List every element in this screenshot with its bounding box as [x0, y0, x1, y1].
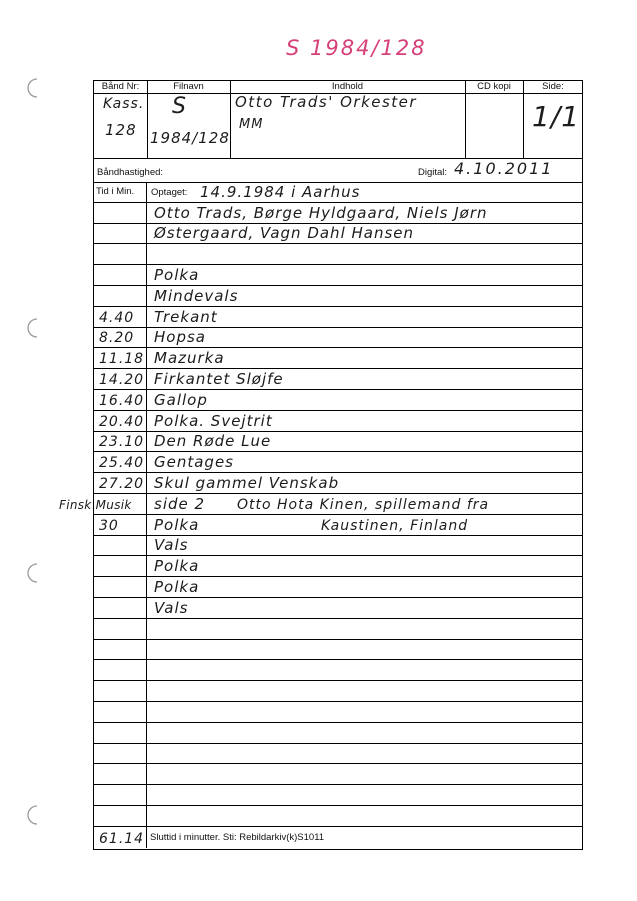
entry-text: Skul gammel Venskab — [154, 473, 340, 492]
entry-text: Vals — [154, 536, 189, 555]
header-side: Side: — [542, 81, 564, 92]
content-cell — [147, 827, 582, 848]
end-time-value: 61.14 — [99, 830, 145, 847]
content-cell — [147, 369, 582, 389]
time-cell — [94, 182, 147, 202]
log-row — [94, 328, 582, 349]
time-cell — [94, 577, 147, 597]
time-cell — [94, 785, 147, 805]
time-value: 11.18 — [99, 351, 145, 368]
time-cell — [59, 494, 147, 514]
time-cell — [94, 827, 147, 848]
time-cell — [94, 702, 147, 722]
time-cell — [94, 452, 147, 472]
time-cell — [94, 660, 147, 680]
log-row — [94, 432, 582, 453]
entry-text: side 2 — [154, 494, 206, 513]
time-cell — [94, 681, 147, 701]
log-row — [94, 515, 582, 536]
time-cell — [94, 390, 147, 410]
time-value: 4.40 — [99, 309, 135, 326]
content-cell — [147, 577, 582, 597]
filnavn-line1: S — [172, 94, 187, 119]
time-cell — [94, 598, 147, 618]
entry-text: Gentages — [154, 453, 234, 472]
log-row — [94, 286, 582, 307]
indhold-line1: Otto Trads' Orkester — [235, 93, 418, 111]
time-cell — [94, 348, 147, 368]
filnavn-line2: 1984/128 — [150, 129, 230, 147]
time-cell — [94, 203, 147, 223]
time-cell — [94, 307, 147, 327]
content-cell — [147, 328, 582, 348]
log-row — [94, 744, 582, 765]
margin-note: Finsk Musik — [59, 497, 132, 512]
log-row — [94, 619, 582, 640]
content-cell — [147, 494, 582, 514]
entry-text: Østergaard, Vagn Dahl Hansen — [154, 224, 415, 243]
log-row — [59, 494, 582, 515]
log-row — [94, 203, 582, 224]
log-row — [94, 660, 582, 681]
time-value: 23.10 — [99, 434, 145, 451]
header-cd-kopi: CD kopi — [477, 81, 511, 92]
time-value: 30 — [99, 517, 119, 534]
header-filnavn: Filnavn — [173, 81, 204, 92]
entry-text-continued: Kaustinen, Finland — [321, 517, 469, 534]
log-row — [94, 806, 582, 827]
punch-hole — [28, 79, 37, 97]
time-value: 25.40 — [99, 455, 145, 472]
content-cell — [147, 744, 582, 764]
content-cell — [147, 598, 582, 618]
entry-text: Polka — [154, 577, 200, 596]
log-row — [94, 452, 582, 473]
time-cell — [94, 244, 147, 264]
content-cell — [147, 411, 582, 431]
content-cell — [147, 702, 582, 722]
time-cell — [94, 515, 147, 535]
punch-hole — [28, 319, 37, 337]
entry-text: Mindevals — [154, 286, 239, 305]
punch-hole — [28, 564, 37, 582]
content-cell — [147, 286, 582, 306]
time-value: 16.40 — [99, 392, 145, 409]
log-row — [94, 224, 582, 245]
band-nr-line2: 128 — [105, 121, 137, 139]
entry-text: Hopsa — [154, 328, 206, 347]
log-row — [94, 536, 582, 557]
log-row — [94, 369, 582, 390]
time-cell — [94, 640, 147, 660]
content-cell — [147, 265, 582, 285]
entry-text: Polka — [154, 265, 200, 284]
content-cell — [147, 660, 582, 680]
header-indhold: Indhold — [331, 81, 364, 92]
log-row — [94, 556, 582, 577]
footer-row — [94, 827, 582, 848]
content-cell — [147, 723, 582, 743]
entry-text: Firkantet Sløjfe — [154, 369, 284, 388]
time-cell — [94, 764, 147, 784]
log-row — [94, 785, 582, 806]
log-row — [94, 577, 582, 598]
time-cell — [94, 473, 147, 493]
entry-text: Gallop — [154, 390, 208, 409]
recorded-label: Optaget: — [151, 187, 188, 198]
time-cell — [94, 411, 147, 431]
content-cell — [147, 473, 582, 493]
content-cell — [147, 556, 582, 576]
footer-label: Sluttid i minutter. Sti: Rebildarkiv(k)S1011 — [150, 831, 325, 843]
log-row — [94, 307, 582, 328]
digital-label: Digital: — [418, 167, 448, 178]
log-row — [94, 764, 582, 785]
time-cell — [94, 224, 147, 244]
time-cell — [94, 806, 147, 826]
speed-label: Båndhastighed: — [97, 167, 164, 178]
time-value: 8.20 — [99, 330, 135, 347]
content-cell — [147, 515, 582, 535]
entry-text-continued: Otto Hota Kinen, spillemand fra — [237, 496, 490, 513]
time-cell — [94, 286, 147, 306]
log-row — [94, 348, 582, 369]
entry-text: Mazurka — [154, 349, 225, 368]
content-cell — [147, 764, 582, 784]
content-cell — [147, 432, 582, 452]
log-row — [94, 598, 582, 619]
time-value: 20.40 — [99, 413, 145, 430]
band-nr-line1: Kass. — [103, 96, 145, 112]
digital-date: 4.10.2011 — [454, 159, 554, 178]
entry-text: Polka — [154, 515, 200, 534]
entry-text: Polka — [154, 557, 200, 576]
log-row — [94, 265, 582, 286]
recorded-value: 14.9.1984 i Aarhus — [200, 182, 361, 201]
time-column-label: Tid i Min. — [96, 186, 135, 197]
log-row — [94, 390, 582, 411]
time-cell — [94, 556, 147, 576]
content-cell — [147, 536, 582, 556]
content-cell — [147, 390, 582, 410]
time-cell — [94, 619, 147, 639]
content-cell — [147, 307, 582, 327]
time-cell — [94, 536, 147, 556]
entry-text: Polka. Svejtrit — [154, 411, 273, 430]
content-cell — [147, 348, 582, 368]
content-cell — [147, 182, 582, 202]
content-cell — [147, 203, 582, 223]
time-cell — [94, 328, 147, 348]
punch-hole — [28, 806, 37, 824]
log-row — [94, 411, 582, 432]
punch-holes — [0, 0, 60, 901]
content-cell — [147, 619, 582, 639]
log-row — [94, 681, 582, 702]
entry-text: Vals — [154, 598, 189, 617]
recording-row — [94, 182, 582, 203]
log-row — [94, 723, 582, 744]
entry-text: Trekant — [154, 307, 218, 326]
time-cell — [94, 369, 147, 389]
time-cell — [94, 744, 147, 764]
indhold-line2: MM — [239, 117, 264, 132]
time-value: 27.20 — [99, 475, 145, 492]
time-cell — [94, 432, 147, 452]
log-rows — [59, 182, 582, 849]
log-row — [94, 244, 582, 265]
content-cell — [147, 452, 582, 472]
log-row — [94, 640, 582, 661]
tape-log-form — [59, 80, 583, 850]
content-cell — [147, 806, 582, 826]
content-cell — [147, 224, 582, 244]
archive-number: S 1984/128 — [286, 36, 427, 60]
header-band-nr: Bånd Nr: — [101, 81, 140, 92]
time-cell — [94, 265, 147, 285]
log-row — [94, 473, 582, 494]
content-cell — [147, 785, 582, 805]
log-row — [94, 702, 582, 723]
entry-text: Otto Trads, Børge Hyldgaard, Niels Jørn — [154, 203, 488, 222]
content-cell — [147, 640, 582, 660]
content-cell — [147, 681, 582, 701]
content-cell — [147, 244, 582, 264]
time-value: 14.20 — [99, 371, 145, 388]
time-cell — [94, 723, 147, 743]
entry-text: Den Røde Lue — [154, 432, 272, 451]
side-value: 1/1 — [532, 100, 581, 133]
